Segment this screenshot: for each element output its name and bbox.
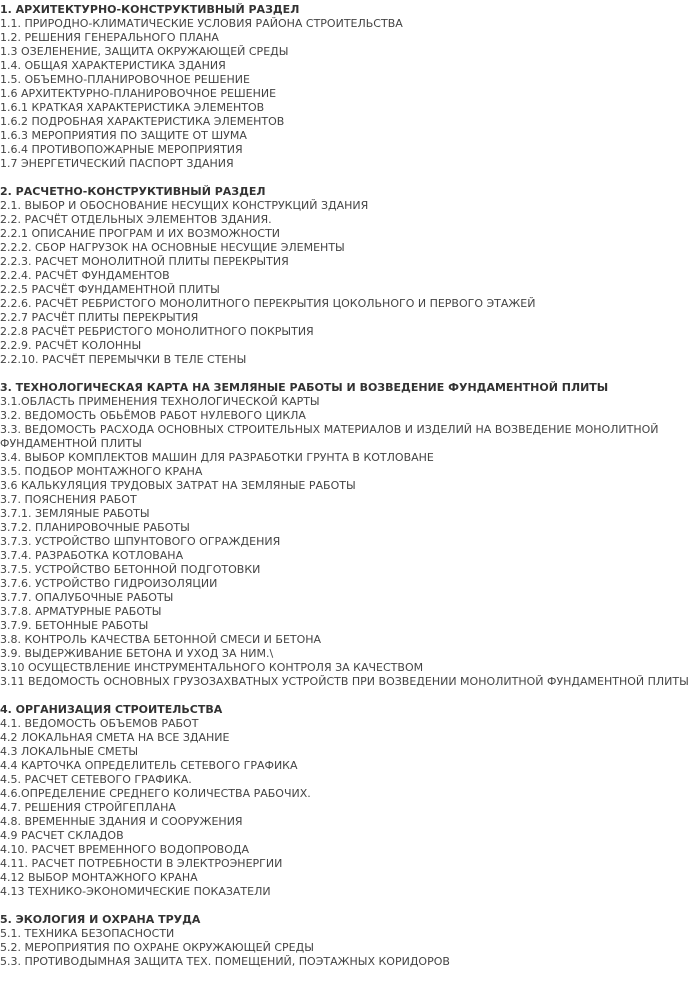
- section-heading: 5. ЭКОЛОГИЯ И ОХРАНА ТРУДА: [0, 913, 201, 926]
- list-item: 4.6.ОПРЕДЕЛЕНИЕ СРЕДНЕГО КОЛИЧЕСТВА РАБОЧИХ.: [0, 787, 311, 800]
- list-item: 2.2.10. РАСЧЁТ ПЕРЕМЫЧКИ В ТЕЛЕ СТЕНЫ: [0, 353, 247, 366]
- list-item: 1.7 ЭНЕРГЕТИЧЕСКИЙ ПАСПОРТ ЗДАНИЯ: [0, 157, 234, 170]
- list-item: 2.2.7 РАСЧЁТ ПЛИТЫ ПЕРЕКРЫТИЯ: [0, 311, 199, 324]
- list-item: 3.11 ВЕДОМОСТЬ ОСНОВНЫХ ГРУЗОЗАХВАТНЫХ УСТРОЙСТВ ПРИ ВОЗВЕДЕНИИ МОНОЛИТНОЙ ФУНДАМЕНТНОЙ ПЛИТЫ: [0, 675, 689, 688]
- list-item: 2.1. ВЫБОР И ОБОСНОВАНИЕ НЕСУЩИХ КОНСТРУКЦИЙ ЗДАНИЯ: [0, 199, 369, 212]
- table-of-contents: [0, 3, 689, 983]
- list-item: 1.6.3 МЕРОПРИЯТИЯ ПО ЗАЩИТЕ ОТ ШУМА: [0, 129, 247, 142]
- list-item: 4.9 РАСЧЕТ СКЛАДОВ: [0, 829, 124, 842]
- list-item: 3.4. ВЫБОР КОМПЛЕКТОВ МАШИН ДЛЯ РАЗРАБОТКИ ГРУНТА В КОТЛОВАНЕ: [0, 451, 434, 464]
- list-item: 1.6.4 ПРОТИВОПОЖАРНЫЕ МЕРОПРИЯТИЯ: [0, 143, 243, 156]
- list-item: 3.6 КАЛЬКУЛЯЦИЯ ТРУДОВЫХ ЗАТРАТ НА ЗЕМЛЯНЫЕ РАБОТЫ: [0, 479, 356, 492]
- list-item: 5.3. ПРОТИВОДЫМНАЯ ЗАЩИТА ТЕХ. ПОМЕЩЕНИЙ, ПОЭТАЖНЫХ КОРИДОРОВ: [0, 955, 450, 968]
- list-item: 2.2.5 РАСЧЁТ ФУНДАМЕНТНОЙ ПЛИТЫ: [0, 283, 220, 296]
- section-1: [0, 3, 680, 171]
- list-item: 3.1.ОБЛАСТЬ ПРИМЕНЕНИЯ ТЕХНОЛОГИЧЕСКОЙ КАРТЫ: [0, 395, 320, 408]
- list-item: 1.2. РЕШЕНИЯ ГЕНЕРАЛЬНОГО ПЛАНА: [0, 31, 219, 44]
- list-item: 4.7. РЕШЕНИЯ СТРОЙГЕПЛАНА: [0, 801, 176, 814]
- list-item: 5.2. МЕРОПРИЯТИЯ ПО ОХРАНЕ ОКРУЖАЮЩЕЙ СРЕДЫ: [0, 941, 314, 954]
- list-item: 4.13 ТЕХНИКО-ЭКОНОМИЧЕСКИЕ ПОКАЗАТЕЛИ: [0, 885, 271, 898]
- list-item: 4.12 ВЫБОР МОНТАЖНОГО КРАНА: [0, 871, 198, 884]
- list-item: 3.2. ВЕДОМОСТЬ ОБЬЁМОВ РАБОТ НУЛЕВОГО ЦИКЛА: [0, 409, 306, 422]
- list-item: 3.10 ОСУЩЕСТВЛЕНИЕ ИНСТРУМЕНТАЛЬНОГО КОНТРОЛЯ ЗА КАЧЕСТВОМ: [0, 661, 424, 674]
- section-2: [0, 185, 680, 367]
- list-item: 3.7.8. АРМАТУРНЫЕ РАБОТЫ: [0, 605, 162, 618]
- list-item: 4.10. РАСЧЕТ ВРЕМЕННОГО ВОДОПРОВОДА: [0, 843, 250, 856]
- list-item: 4.5. РАСЧЕТ СЕТЕВОГО ГРАФИКА.: [0, 773, 192, 786]
- list-item: 4.8. ВРЕМЕННЫЕ ЗДАНИЯ И СООРУЖЕНИЯ: [0, 815, 243, 828]
- list-item: 2.2.3. РАСЧЕТ МОНОЛИТНОЙ ПЛИТЫ ПЕРЕКРЫТИЯ: [0, 255, 289, 268]
- list-item: 2.2.6. РАСЧЁТ РЕБРИСТОГО МОНОЛИТНОГО ПЕРЕКРЫТИЯ ЦОКОЛЬНОГО И ПЕРВОГО ЭТАЖЕЙ: [0, 297, 536, 310]
- list-item: 1.5. ОБЪЕМНО-ПЛАНИРОВОЧНОЕ РЕШЕНИЕ: [0, 73, 250, 86]
- list-item: 3.7. ПОЯСНЕНИЯ РАБОТ: [0, 493, 137, 506]
- section-heading: 3. ТЕХНОЛОГИЧЕСКАЯ КАРТА НА ЗЕМЛЯНЫЕ РАБОТЫ И ВОЗВЕДЕНИЕ ФУНДАМЕНТНОЙ ПЛИТЫ: [0, 381, 609, 394]
- section-5: [0, 913, 680, 969]
- section-heading: 4. ОРГАНИЗАЦИЯ СТРОИТЕЛЬСТВА: [0, 703, 223, 716]
- list-item: 1.4. ОБЩАЯ ХАРАКТЕРИСТИКА ЗДАНИЯ: [0, 59, 226, 72]
- list-item: 1.6.2 ПОДРОБНАЯ ХАРАКТЕРИСТИКА ЭЛЕМЕНТОВ: [0, 115, 285, 128]
- list-item: 4.3 ЛОКАЛЬНЫЕ СМЕТЫ: [0, 745, 139, 758]
- section-4: [0, 703, 680, 899]
- list-item: 2.2.1 ОПИСАНИЕ ПРОГРАМ И ИХ ВОЗМОЖНОСТИ: [0, 227, 281, 240]
- section-3: [0, 381, 689, 689]
- list-item: 3.5. ПОДБОР МОНТАЖНОГО КРАНА: [0, 465, 203, 478]
- list-item: 1.1. ПРИРОДНО-КЛИМАТИЧЕСКИЕ УСЛОВИЯ РАЙОНА СТРОИТЕЛЬСТВА: [0, 17, 403, 30]
- list-item: 3.3. ВЕДОМОСТЬ РАСХОДА ОСНОВНЫХ СТРОИТЕЛЬНЫХ МАТЕРИАЛОВ И ИЗДЕЛИЙ НА ВОЗВЕДЕНИЕ МОНОЛИТНОЙ ФУНДАМЕНТНОЙ ПЛИТЫ: [0, 423, 659, 450]
- list-item: 3.7.3. УСТРОЙСТВО ШПУНТОВОГО ОГРАЖДЕНИЯ: [0, 535, 281, 548]
- list-item: 3.7.2. ПЛАНИРОВОЧНЫЕ РАБОТЫ: [0, 521, 190, 534]
- section-heading: 1. АРХИТЕКТУРНО-КОНСТРУКТИВНЫЙ РАЗДЕЛ: [0, 3, 300, 16]
- list-item: 4.11. РАСЧЕТ ПОТРЕБНОСТИ В ЭЛЕКТРОЭНЕРГИИ: [0, 857, 283, 870]
- list-item: 4.2 ЛОКАЛЬНАЯ СМЕТА НА ВСЕ ЗДАНИЕ: [0, 731, 230, 744]
- list-item: 3.7.4. РАЗРАБОТКА КОТЛОВАНА: [0, 549, 184, 562]
- list-item: 3.7.1. ЗЕМЛЯНЫЕ РАБОТЫ: [0, 507, 150, 520]
- list-item: 4.4 КАРТОЧКА ОПРЕДЕЛИТЕЛЬ СЕТЕВОГО ГРАФИКА: [0, 759, 298, 772]
- list-item: 2.2. РАСЧЁТ ОТДЕЛЬНЫХ ЭЛЕМЕНТОВ ЗДАНИЯ.: [0, 213, 272, 226]
- list-item: 3.8. КОНТРОЛЬ КАЧЕСТВА БЕТОННОЙ СМЕСИ И БЕТОНА: [0, 633, 322, 646]
- section-heading: 2. РАСЧЕТНО-КОНСТРУКТИВНЫЙ РАЗДЕЛ: [0, 185, 266, 198]
- list-item: 2.2.9. РАСЧЁТ КОЛОННЫ: [0, 339, 142, 352]
- list-item: 3.7.6. УСТРОЙСТВО ГИДРОИЗОЛЯЦИИ: [0, 577, 218, 590]
- list-item: 1.6.1 КРАТКАЯ ХАРАКТЕРИСТИКА ЭЛЕМЕНТОВ: [0, 101, 265, 114]
- list-item: 1.3 ОЗЕЛЕНЕНИЕ, ЗАЩИТА ОКРУЖАЮЩЕЙ СРЕДЫ: [0, 45, 289, 58]
- list-item: 2.2.2. СБОР НАГРУЗОК НА ОСНОВНЫЕ НЕСУЩИЕ ЭЛЕМЕНТЫ: [0, 241, 345, 254]
- list-item: 3.7.5. УСТРОЙСТВО БЕТОННОЙ ПОДГОТОВКИ: [0, 563, 261, 576]
- list-item: 4.1. ВЕДОМОСТЬ ОБЪЕМОВ РАБОТ: [0, 717, 199, 730]
- list-item: 3.9. ВЫДЕРЖИВАНИЕ БЕТОНА И УХОД ЗА НИМ.\: [0, 647, 274, 660]
- list-item: 3.7.9. БЕТОННЫЕ РАБОТЫ: [0, 619, 149, 632]
- list-item: 2.2.8 РАСЧЁТ РЕБРИСТОГО МОНОЛИТНОГО ПОКРЫТИЯ: [0, 325, 314, 338]
- list-item: 3.7.7. ОПАЛУБОЧНЫЕ РАБОТЫ: [0, 591, 174, 604]
- list-item: 5.1. ТЕХНИКА БЕЗОПАСНОСТИ: [0, 927, 175, 940]
- list-item: 1.6 АРХИТЕКТУРНО-ПЛАНИРОВОЧНОЕ РЕШЕНИЕ: [0, 87, 277, 100]
- list-item: 2.2.4. РАСЧЁТ ФУНДАМЕНТОВ: [0, 269, 170, 282]
